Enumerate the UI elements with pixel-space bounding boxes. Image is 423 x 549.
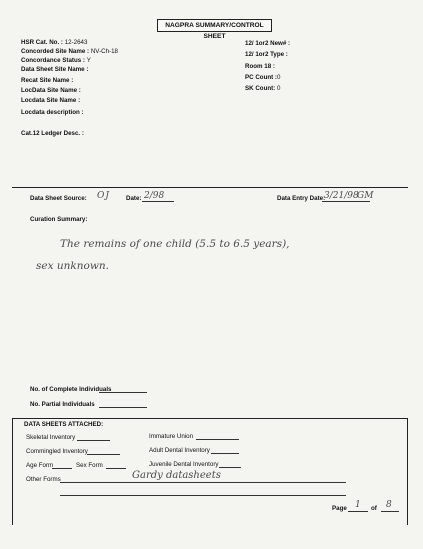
concordance-status-label: Concordance Status : — [21, 57, 85, 64]
data-entry-date-label: Data Entry Date: — [277, 195, 326, 202]
curation-summary-line-2: sex unknown. — [36, 260, 109, 272]
attached-right-border — [407, 418, 408, 525]
form-title: NAGPRA SUMMARY/CONTROL SHEET — [157, 19, 272, 32]
pc-count-value: 0 — [276, 74, 281, 81]
page-total: 8 — [386, 500, 392, 510]
data-entry-date-value: 3/21/98 — [324, 191, 359, 201]
data-sheet-site-label: Data Sheet Site Name : — [21, 66, 89, 73]
skeletal-inventory-label: Skeletal Inventory — [26, 434, 76, 441]
immature-union-label: Immature Union — [149, 433, 194, 440]
age-form-label: Age Form — [26, 462, 54, 469]
concorded-site-label: Concorded Site Name : — [21, 48, 90, 55]
type-label: 12/ 1or2 Type : — [245, 51, 288, 58]
commingled-inventory-field[interactable] — [87, 454, 120, 455]
adult-dental-inventory-label: Adult Dental Inventory — [149, 447, 210, 454]
partial-individuals-label: No. Partial Individuals — [30, 401, 95, 408]
data-entry-initials: GM — [357, 191, 374, 201]
commingled-inventory-label: Commingled Inventory — [26, 448, 88, 455]
data-sheet-source-value: OJ — [97, 191, 110, 201]
pc-count-row — [245, 74, 280, 81]
room-label: Room 18 : — [245, 63, 275, 70]
hsr-cat-label: HSR Cat. No. : — [21, 39, 63, 46]
concorded-site-row — [21, 48, 118, 55]
sk-count-row — [245, 85, 280, 92]
attached-left-border — [12, 418, 13, 525]
skeletal-inventory-field[interactable] — [77, 440, 110, 441]
sk-count-value: 0 — [276, 85, 281, 92]
pc-count-label: PC Count : — [245, 74, 277, 81]
adult-dental-inventory-field[interactable] — [211, 453, 239, 454]
concorded-site-value: NV-Ch-18 — [90, 48, 118, 55]
locdata-description-label: Locdata description : — [21, 109, 84, 116]
locdata-site-label: LocData Site Name : — [21, 87, 81, 94]
sex-form-field[interactable] — [106, 468, 126, 469]
date-label: Date: — [126, 195, 142, 202]
other-forms-field[interactable] — [60, 482, 346, 483]
date-value: 2/98 — [144, 191, 165, 201]
of-label: of — [371, 505, 377, 512]
data-sheets-attached-heading: DATA SHEETS ATTACHED: — [24, 421, 104, 428]
cat12-ledger-label: Cat.12 Ledger Desc. : — [21, 130, 84, 137]
sk-count-label: SK Count: — [245, 85, 276, 92]
other-forms-value: Gardy datasheets — [132, 470, 221, 481]
concordance-status-row — [21, 57, 91, 64]
page-number-underline — [348, 511, 368, 512]
recat-site-label: Recat Site Name : — [21, 77, 74, 84]
data-entry-date-underline — [322, 201, 370, 202]
page-total-underline — [381, 511, 399, 512]
date-underline — [142, 201, 174, 202]
complete-individuals-label: No. of Complete Individuals — [30, 386, 112, 393]
section-divider — [12, 187, 408, 188]
juvenile-dental-inventory-field[interactable] — [219, 467, 241, 468]
new-number-label: 12/ 1or2 New# : — [245, 40, 291, 47]
curation-summary-line-1: The remains of one child (5.5 to 6.5 years), — [60, 238, 290, 250]
immature-union-field[interactable] — [196, 439, 239, 440]
attached-top-border — [12, 418, 408, 419]
other-forms-label: Other Forms — [26, 476, 61, 483]
juvenile-dental-inventory-label: Juvenile Dental Inventory — [149, 461, 219, 468]
data-sheet-source-label: Data Sheet Source: — [30, 195, 87, 202]
age-form-field[interactable] — [52, 468, 72, 469]
other-forms-field-line-2[interactable] — [60, 495, 346, 496]
sex-form-label: Sex Form — [76, 462, 103, 469]
complete-individuals-field[interactable] — [99, 392, 147, 393]
page-number: 1 — [355, 500, 361, 510]
locdata-site2-label: Locdata Site Name : — [21, 97, 81, 104]
hsr-cat-row — [21, 39, 87, 46]
hsr-cat-value: 12-2643 — [64, 39, 88, 46]
partial-individuals-field[interactable] — [99, 407, 147, 408]
concordance-status-value: Y — [86, 57, 91, 64]
page-label: Page — [332, 505, 347, 512]
curation-summary-label: Curation Summary: — [30, 216, 88, 223]
